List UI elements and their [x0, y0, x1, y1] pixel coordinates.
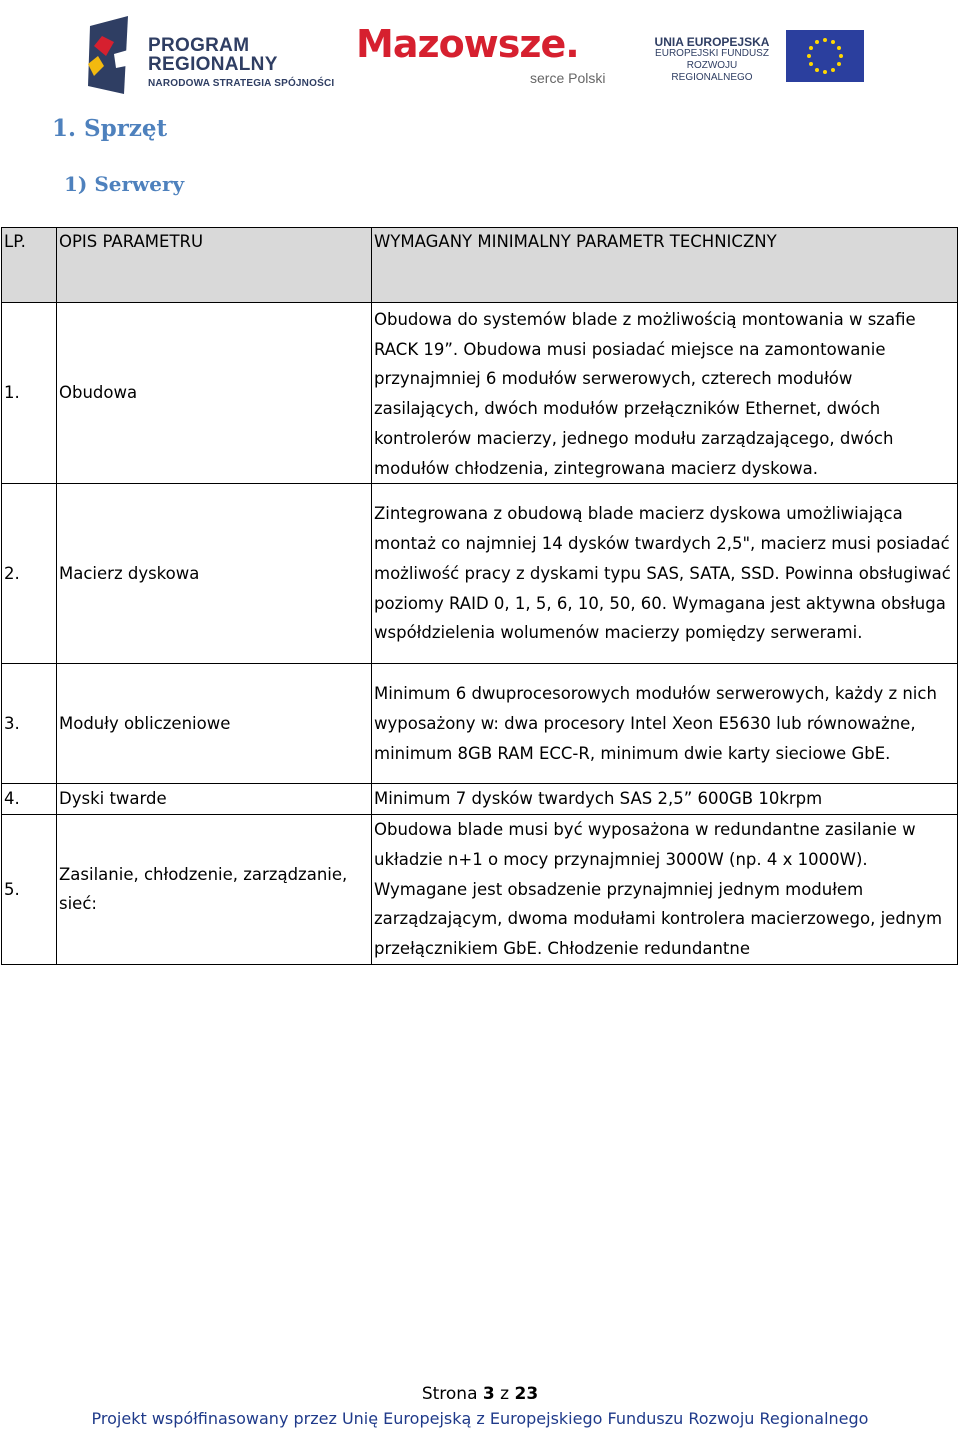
row-opis: Macierz dyskowa	[57, 484, 372, 664]
program-regionalny-text: PROGRAM REGIONALNY	[148, 35, 278, 75]
page-number: Strona 3 z 23	[421, 1384, 539, 1404]
row-value: Obudowa do systemów blade z możliwością montowania w szafie RACK 19”. Obudowa musi posiadać miejsce na zamontowanie przynajmniej 6 modułów serwerowych, czterech modułów zasilających, dwóch modułów przełączników Ethernet, dwóch kontrolerów macierzy, jednego modułu zarządzającego, dwóch modułów chłodzenia, zintegrowana macierz dyskowa.	[372, 303, 958, 484]
spec-table	[1, 227, 958, 965]
program-regionalny-mark-icon	[84, 16, 136, 94]
page-current: 3	[482, 1384, 495, 1404]
table-row	[2, 664, 958, 784]
table-row	[2, 814, 958, 964]
program-regionalny-logo	[84, 16, 335, 96]
section-heading: 1. Sprzęt	[52, 115, 168, 142]
row-opis: Dyski twarde	[57, 784, 372, 815]
mazowsze-logo	[356, 22, 616, 92]
program-regionalny-subtitle: NARODOWA STRATEGIA SPÓJNOŚCI	[148, 78, 335, 89]
row-value: Minimum 6 dwuprocesorowych modułów serwerowych, każdy z nich wyposażony w: dwa procesory Intel Xeon E5630 lub równoważne, minimum 8GB RAM ECC-R, minimum dwie karty sieciowe GbE.	[372, 664, 958, 784]
subsection-heading: 1) Serwery	[64, 172, 185, 196]
eu-flag-icon	[786, 30, 864, 82]
mazowsze-wordmark: Mazowsze.	[356, 22, 579, 66]
table-row	[2, 303, 958, 484]
row-opis: Moduły obliczeniowe	[57, 664, 372, 784]
row-value: Obudowa blade musi być wyposażona w redundantne zasilanie w układzie n+1 o mocy przynajmniej 3000W (np. 4 x 1000W). Wymagane jest obsadzenie przynajmniej jednym modułem zarządzającym, dwoma modułami kontrolera macierzowego, jednym przełącznikiem GbE. Chłodzenie redundantne	[372, 814, 958, 964]
row-lp: 3.	[2, 664, 57, 784]
header-logos	[0, 14, 960, 98]
header-opis: OPIS PARAMETRU	[57, 228, 372, 303]
mazowsze-subtitle: serce Polski	[530, 70, 606, 86]
row-lp: 5.	[2, 814, 57, 964]
row-lp: 2.	[2, 484, 57, 664]
row-value: Zintegrowana z obudową blade macierz dyskowa umożliwiająca montaż co najmniej 14 dysków twardych 2,5", macierz musi posiadać możliwość pracy z dyskami typu SAS, SATA, SSD. Powinna obsługiwać poziomy RAID 0, 1, 5, 6, 10, 50, 60. Wymagana jest aktywna obsługa współdzielenia wolumenów macierzy pomiędzy serwerami.	[372, 484, 958, 664]
page-total: 23	[514, 1384, 539, 1404]
header-lp: LP.	[2, 228, 57, 303]
eu-text: UNIA EUROPEJSKA EUROPEJSKI FUNDUSZ ROZWOJU REGIONALNEGO	[654, 35, 770, 83]
eu-logo	[646, 30, 864, 90]
row-lp: 1.	[2, 303, 57, 484]
table-row	[2, 784, 958, 815]
row-opis: Obudowa	[57, 303, 372, 484]
row-value: Minimum 7 dysków twardych SAS 2,5” 600GB 10krpm	[372, 784, 958, 815]
table-row	[2, 484, 958, 664]
funding-footer: Projekt współfinasowany przez Unię Europejską z Europejskiego Funduszu Rozwoju Regionalnego	[91, 1409, 869, 1428]
table-header-row	[2, 228, 958, 303]
header-wymagany: WYMAGANY MINIMALNY PARAMETR TECHNICZNY	[372, 228, 958, 303]
row-lp: 4.	[2, 784, 57, 815]
row-opis: Zasilanie, chłodzenie, zarządzanie, sieć:	[57, 814, 372, 964]
